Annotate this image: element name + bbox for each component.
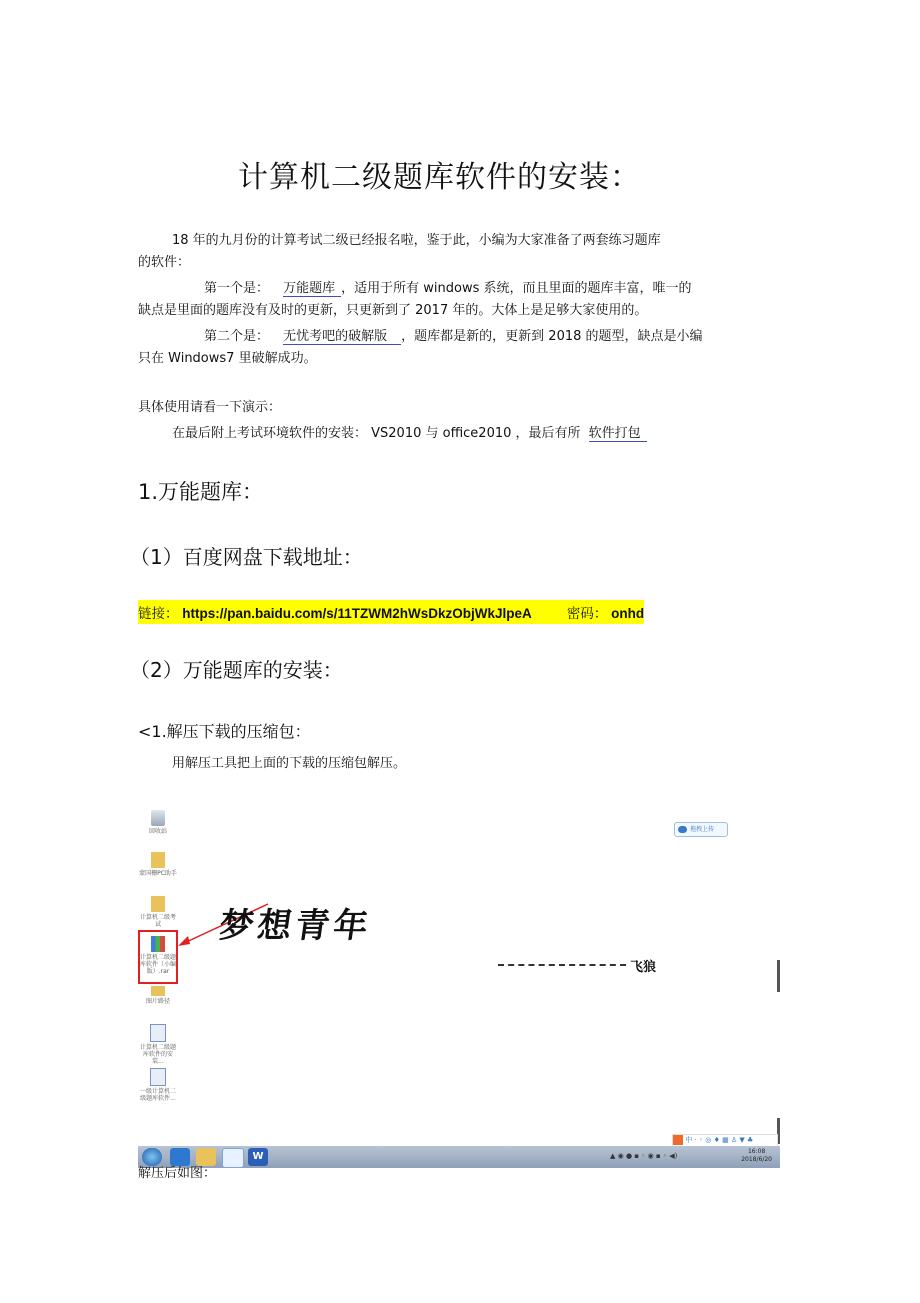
option-1-line-2: 缺点是里面的题库没有及时的更新，只更新到了 2017 年的。大体上是足够大家使用的。 xyxy=(138,303,648,318)
system-tray[interactable]: ▲ ◉ ● ▪ ◦ ◉ ▪ ◦ ◀) xyxy=(610,1152,678,1160)
option-2-line-2: 只在 Windows7 里破解成功。 xyxy=(138,351,317,366)
env-text: 在最后附上考试环境软件的安装： VS2010 与 office2010 ，最后有所 xyxy=(172,426,581,441)
wuyou-kaoba-link[interactable]: 无忧考吧的破解版 xyxy=(283,329,401,345)
option-2-prefix: 第二个是： xyxy=(204,329,270,344)
folder-icon: 蒙国栅PC助手 xyxy=(138,852,178,877)
ime-toolbar[interactable]: 中 · ◦ ◎ ♦ ▦ ♙ ▼ ♣ xyxy=(672,1134,778,1148)
baidu-netdisk-taskbar-button[interactable] xyxy=(222,1148,244,1168)
option-1-suffix: ，适用于所有 windows 系统，而且里面的题库丰富，唯一的 xyxy=(341,281,692,296)
desktop-screenshot xyxy=(138,806,780,1168)
taskbar xyxy=(138,1146,780,1168)
option-2-suffix: ，题库都是新的，更新到 2018 的题型，缺点是小编 xyxy=(401,329,703,344)
section-1-1-heading: （1）百度网盘下载地址： xyxy=(130,545,363,569)
intro-line-1: 18 年的九月份的计算考试二级已经报名啦，鉴于此，小编为大家准备了两套练习题库 xyxy=(172,233,661,248)
folder-icon: 计算机二级考试 xyxy=(138,896,178,928)
option-1-prefix: 第一个是： xyxy=(204,281,270,296)
caption: 解压后如图： xyxy=(138,1166,217,1181)
step-1-heading: <1.解压下载的压缩包： xyxy=(138,722,311,741)
option-1-line-1 xyxy=(204,277,692,296)
recycle-bin-icon: 回收站 xyxy=(138,810,178,835)
section-1-2-heading: （2）万能题库的安装： xyxy=(130,658,343,682)
signature-text: 飞狼 xyxy=(630,960,657,975)
password-label: 密码： xyxy=(566,606,608,621)
option-2-line-1 xyxy=(204,325,703,344)
env-line xyxy=(172,422,647,441)
signature-dashes xyxy=(498,964,626,966)
document-icon: 计算机二级题库软件的安装... xyxy=(138,1024,178,1065)
step-1-description: 用解压工具把上面的下载的压缩包解压。 xyxy=(172,756,407,771)
rar-archive-icon[interactable]: 计算机二级题库软件（小编版）.rar xyxy=(138,930,178,984)
word-taskbar-button[interactable]: W xyxy=(248,1148,268,1166)
page-title: 计算机二级题库软件的安装： xyxy=(238,160,641,195)
intro-line-2: 的软件： xyxy=(138,255,191,270)
scrollbar[interactable] xyxy=(777,960,780,992)
wanneng-tiku-link[interactable]: 万能题库 xyxy=(283,281,341,297)
download-label: 链接： xyxy=(138,606,179,621)
download-line xyxy=(138,600,644,624)
document-icon: 一级计算机二级题库软件... xyxy=(138,1068,178,1102)
section-1-heading: 1.万能题库： xyxy=(138,480,264,504)
watermark-text: 梦想青年 xyxy=(216,906,375,946)
folder-icon: 图片路径 xyxy=(138,986,178,1005)
download-url[interactable]: https://pan.baidu.com/s/11TZWM2hWsDkzObjWkJlpeA xyxy=(182,606,532,621)
software-package-link[interactable]: 软件打包 xyxy=(589,426,647,442)
password-value: onhd xyxy=(611,606,645,621)
baidu-cloud-icon xyxy=(678,826,687,833)
drag-upload-button[interactable]: 拖拽上传 xyxy=(674,822,728,837)
demo-line: 具体使用请看一下演示： xyxy=(138,400,282,415)
clock[interactable]: 16:08 2018/6/20 xyxy=(741,1148,772,1163)
